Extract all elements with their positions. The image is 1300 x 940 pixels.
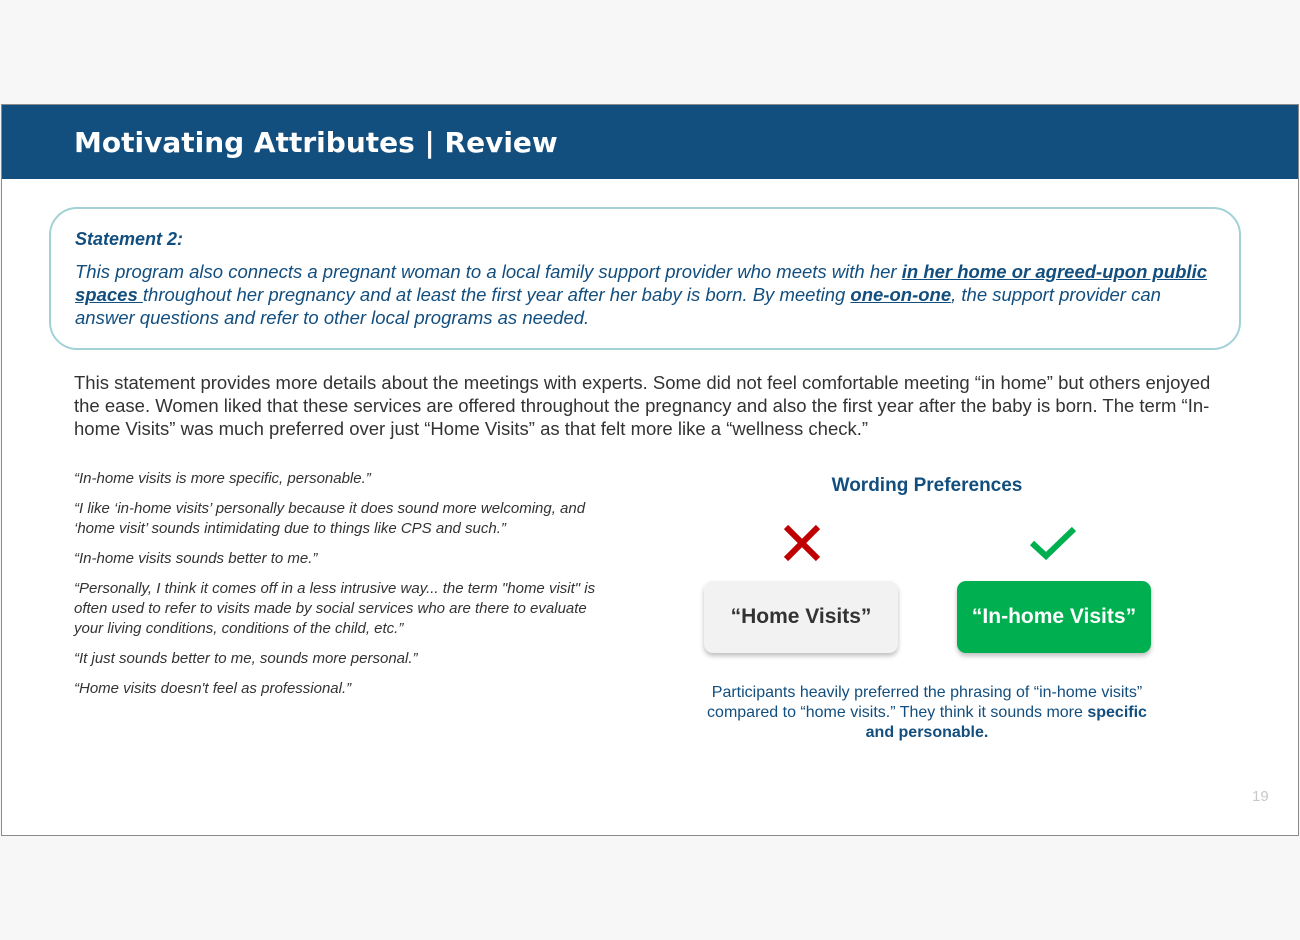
page-number: 19 — [1252, 788, 1269, 805]
quote-item: “In-home visits is more specific, personable.” — [74, 470, 371, 487]
title-bar — [2, 105, 1298, 179]
quote-item: “In-home visits sounds better to me.” — [74, 550, 318, 567]
summary-paragraph: This statement provides more details about the meetings with experts. Some did not feel comfortable meeting “in home” but others enjoyed the ease. Women liked that these services are offered throughout the pregnancy and also the first year after the baby is born. The term “In-home Visits” was much preferred over just “Home Visits” as that felt more like a “wellness check.” — [74, 372, 1211, 439]
slide-title: Motivating Attributes | Review — [74, 126, 558, 159]
quote-item: “It just sounds better to me, sounds more personal.” — [74, 650, 418, 667]
quote-item: “Personally, I think it comes off in a less intrusive way... the term "home visit" is often used to refer to visits made by social services who are there to evaluate your living conditions, conditions of the child, etc.” — [74, 580, 596, 637]
statement-emphasis-location: in her home or agreed-upon public spaces — [75, 261, 1208, 305]
quote-item: “Home visits doesn't feel as professional.” — [74, 680, 352, 697]
statement-text-part2: throughout her pregnancy and at least the first year after her baby is born. By meeting — [142, 284, 851, 305]
x-mark-icon — [780, 523, 824, 563]
statement-emphasis-one-on-one: one-on-one — [850, 284, 952, 305]
wording-preferences-heading: Wording Preferences — [831, 475, 1023, 496]
statement-heading: Statement 2: — [75, 229, 184, 249]
rejected-wording-card: “Home Visits” — [704, 581, 898, 653]
quote-list — [74, 469, 614, 709]
preferred-wording-card: “In-home Visits” — [957, 581, 1151, 653]
statement-text-part1: This program also connects a pregnant woman to a local family support provider who meets with her — [75, 261, 902, 282]
checkmark-icon — [1028, 523, 1078, 563]
wording-note-emphasis: specific and personable. — [865, 704, 1147, 741]
statement-text — [75, 260, 1225, 329]
statement-box — [49, 207, 1241, 350]
quote-item: “I like ‘in-home visits’ personally because it does sound more welcoming, and ‘home visit’ sounds intimidating due to things like CPS and such.” — [74, 500, 586, 537]
statement-text-part3: , the support provider can answer questions and refer to other local programs as needed. — [75, 284, 1161, 328]
wording-note — [702, 683, 1152, 743]
wording-note-text: Participants heavily preferred the phrasing of “in-home visits” compared to “home visits.” They think it sounds more — [707, 684, 1143, 721]
slide — [1, 104, 1299, 836]
